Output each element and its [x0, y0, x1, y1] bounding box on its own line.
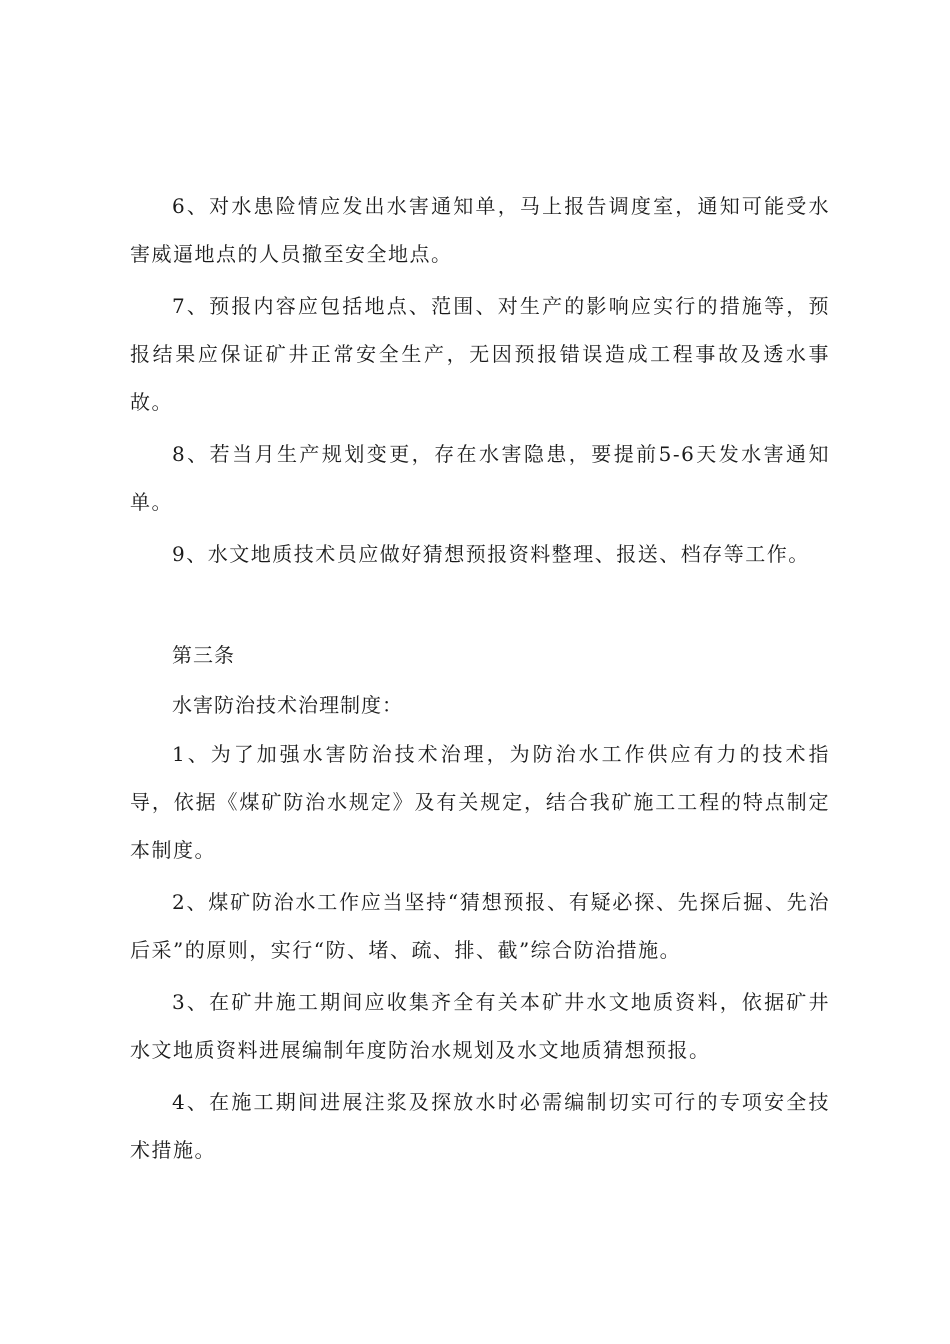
article-heading: 第三条 — [172, 643, 235, 667]
paragraph-item-8: 8、若当月生产规划变更，存在水害隐患，要提前5-6天发水害通知单。 — [130, 442, 830, 514]
paragraph-item-9: 9、水文地质技术员应做好猜想预报资料整理、报送、档存等工作。 — [172, 542, 810, 566]
section-title: 水害防治技术治理制度： — [172, 693, 403, 717]
paragraph-rule-4: 4、在施工期间进展注浆及探放水时必需编制切实可行的专项安全技术措施。 — [130, 1090, 830, 1162]
paragraph-item-6: 6、对水患险情应发出水害通知单，马上报告调度室，通知可能受水害威逼地点的人员撤至安全地点。 — [130, 194, 830, 266]
paragraph-rule-2: 2、煤矿防治水工作应当坚持“猜想预报、有疑必探、先探后掘、先治后采”的原则，实行“防、堵、疏、排、截”综合防治措施。 — [130, 890, 830, 962]
paragraph-item-7: 7、预报内容应包括地点、范围、对生产的影响应实行的措施等，预报结果应保证矿井正常安全生产，无因预报错误造成工程事故及透水事故。 — [130, 294, 830, 414]
paragraph-rule-3: 3、在矿井施工期间应收集齐全有关本矿井水文地质资料，依据矿井水文地质资料进展编制年度防治水规划及水文地质猜想预报。 — [130, 990, 830, 1062]
paragraph-rule-1: 1、为了加强水害防治技术治理，为防治水工作供应有力的技术指导，依据《煤矿防治水规定》及有关规定，结合我矿施工工程的特点制定本制度。 — [130, 742, 830, 862]
